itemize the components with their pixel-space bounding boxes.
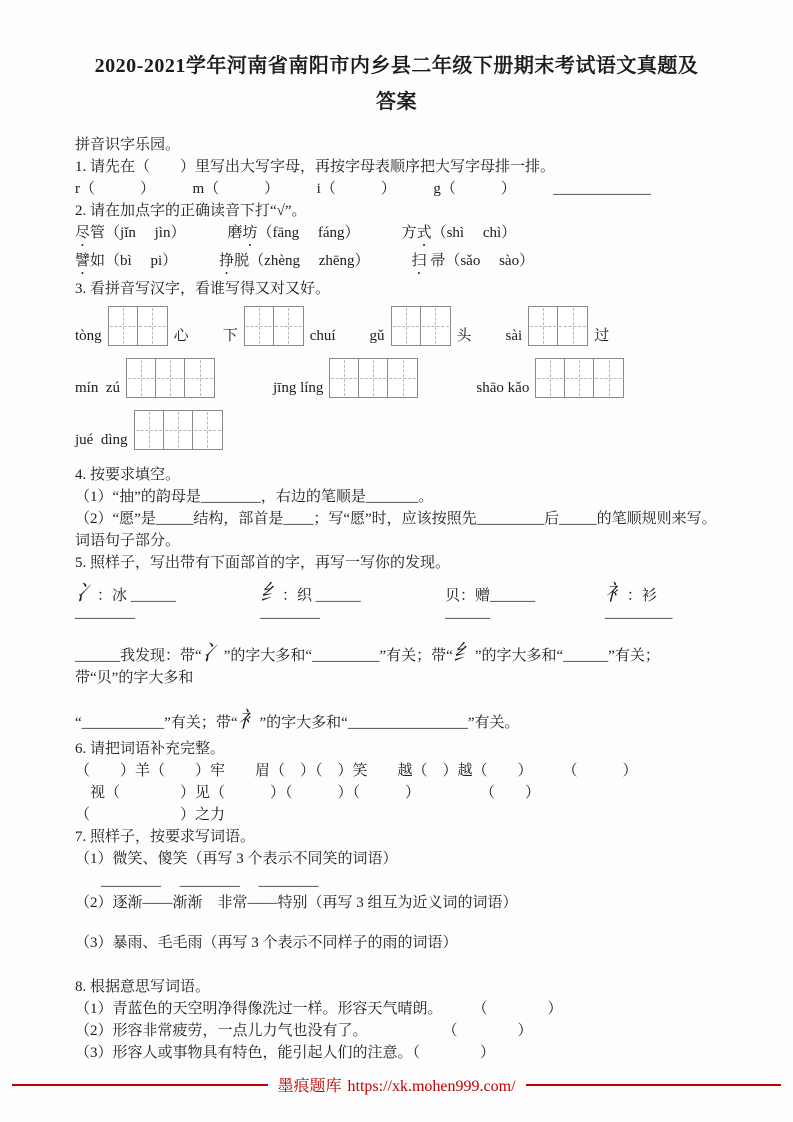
section2-heading: 词语句子部分。: [75, 533, 181, 549]
q3-item-saiguo: [506, 306, 610, 346]
q2-word-pre: 方: [401, 225, 417, 241]
q8-sub2: （2）形容非常疲劳，一点儿力气也没有了。 （ ）: [75, 1023, 533, 1039]
radical-si-icon: 纟: [452, 640, 475, 665]
q2-pinyin-options: （jǐn jìn）: [105, 225, 186, 241]
q5-find-text: ”的字大多和“______”有关； 带“贝”的字大多和: [75, 648, 668, 686]
q2-row2: [75, 250, 725, 278]
writing-grid: [108, 306, 168, 346]
exam-title: [0, 0, 793, 120]
radical-bei: 贝: [444, 588, 460, 604]
q3-item-tongxin: [75, 306, 189, 346]
q4-stem: 4. 按要求填空。: [75, 467, 181, 483]
radical-yi-icon: 衤: [604, 580, 627, 605]
q2-pinyin-options: （sǎo sào）: [445, 253, 535, 269]
q2-word-rest: 管: [90, 225, 106, 241]
q3-grid-row1: [75, 306, 725, 346]
exam-title-line1: 2020-2021学年河南省南阳市内乡县二年级下册期末考试语文真题及: [94, 55, 699, 77]
q5-find-text: ”的字大多和“________________”有关。: [259, 715, 520, 731]
q2-dotted-char: 式: [416, 225, 432, 241]
q3-grid-row2: [75, 358, 725, 398]
q3-stem: 3. 看拼音写汉字，看谁写得又对又好。: [75, 281, 331, 297]
q3-item-minzu: [75, 358, 215, 398]
writing-grid: [391, 306, 451, 346]
q2-word-saozhou: [412, 250, 535, 278]
q3-char-label: 过: [594, 328, 610, 344]
q7-sub1-blanks: ________ ________ ________: [101, 873, 319, 889]
q5-radical-example: ：赠______ ______: [444, 588, 554, 621]
q5-radical-item-yi: [605, 582, 725, 622]
q2-word-jinguan: [75, 222, 185, 250]
footer-url: https://xk.mohen999.com/: [347, 1078, 516, 1095]
q7-stem: 7. 照样子，按要求写词语。: [75, 829, 256, 845]
q5-radical-item-bing: [75, 582, 250, 622]
q8-sub3: （3）形容人或事物具有特色，能引起人们的注意。（ ）: [75, 1045, 496, 1061]
q5-finding-line2: [75, 709, 725, 734]
q4-sub1: （1）“抽”的韵母是________，右边的笔顺是_______。: [75, 489, 434, 505]
q2-word-rest: 如: [90, 253, 106, 269]
footer-rule-right: [526, 1084, 782, 1086]
q1-letter-blanks: r（ ） m（ ） i（ ） g（ ）: [75, 181, 554, 197]
q5-radical-example: ：织 ______ ________: [259, 588, 380, 621]
q2-word-mofang: [227, 222, 359, 250]
q3-pinyin-label: shāo kǎo: [476, 380, 530, 396]
radical-si-icon: 纟: [259, 580, 282, 605]
q2-pinyin-options: （bì pi）: [105, 253, 178, 269]
footer: [12, 1073, 781, 1096]
q7-sub1: （1）微笑、傻笑（再写 3 个表示不同笑的词语）: [75, 851, 398, 867]
q3-pinyin-label: mín zú: [75, 380, 120, 396]
q5-find-text: ______我发现：带“: [75, 648, 202, 664]
q3-pinyin-label: jīng líng: [273, 380, 324, 396]
q5-find-text: ”的字大多和“_________”有关；带“: [223, 648, 453, 664]
q1-order-blank: _____________: [553, 181, 651, 197]
q5-radical-item-si: [260, 582, 435, 622]
footer-text: [268, 1073, 526, 1096]
q2-pinyin-options: （zhèng zhēng）: [249, 253, 370, 269]
q6-line3: （ ）之力: [75, 807, 226, 823]
q3-char-label: 下: [222, 328, 238, 344]
q5-radical-example: ：衫 _________: [604, 588, 673, 621]
q2-word-rest: 帚: [426, 253, 446, 269]
writing-grid: [244, 306, 304, 346]
q3-char-label: 心: [173, 328, 189, 344]
q2-dotted-char: 挣: [219, 253, 235, 269]
q2-dotted-char: 坊: [242, 225, 258, 241]
q3-pinyin-label: sài: [505, 328, 523, 344]
radical-yi-icon: 衤: [237, 707, 260, 732]
exam-title-line2: 答案: [376, 91, 417, 113]
q2-word-fangshi: [402, 222, 517, 250]
q2-word-rest: 脱: [234, 253, 250, 269]
writing-grid: [528, 306, 588, 346]
q8-sub1: （1）青蓝色的天空明净得像洗过一样。形容天气晴朗。 （ ）: [75, 1001, 563, 1017]
q8-stem: 8. 根据意思写词语。: [75, 979, 211, 995]
q2-pinyin-options: （fāng fáng）: [257, 225, 360, 241]
q3-pinyin-label: tòng: [75, 328, 102, 344]
radical-bing-icon: 冫: [75, 580, 98, 605]
q2-pinyin-options: （shì chì）: [431, 225, 517, 241]
q3-grid-row3: [75, 410, 725, 450]
q3-char-label: 头: [456, 328, 472, 344]
q2-stem: 2. 请在加点字的正确读音下打“√”。: [75, 203, 307, 219]
footer-site-name: 墨痕题库: [277, 1078, 342, 1095]
q3-pinyin-label: chuí: [309, 328, 336, 344]
radical-bing-icon: 冫: [201, 640, 224, 665]
footer-rule-left: [12, 1084, 268, 1086]
q6-line2: 视（ ）见（ ）（ ）（ ） （ ）: [75, 785, 541, 801]
q2-dotted-char: 扫: [411, 253, 427, 269]
q7-sub3-answer-space: [75, 954, 725, 976]
q7-sub2: （2）逐渐——渐渐 非常——特别（再写 3 组互为近义词的词语）: [75, 895, 518, 911]
q5-find-text: “___________”有关；带“: [75, 715, 238, 731]
q3-item-xiachui: [223, 306, 336, 346]
q5-radical-item-bei: [445, 584, 595, 622]
writing-grid: [329, 358, 418, 398]
q3-item-jueding: [75, 410, 223, 450]
q7-sub2-answer-space: [75, 914, 725, 932]
q6-line1: （ ）羊（ ）牢 眉（ ）（ ）笑 越（ ）越（ ） （ ）: [75, 763, 638, 779]
exam-body: [0, 120, 793, 1064]
writing-grid: [126, 358, 215, 398]
q2-word-piru: [75, 250, 177, 278]
section1-heading: 拼音识字乐园。: [75, 137, 181, 153]
q2-row1: [75, 222, 725, 250]
q2-dotted-char: 尽: [75, 225, 91, 241]
q2-word-pre: 磨: [227, 225, 243, 241]
q1-stem: 1. 请先在（ ）里写出大写字母，再按字母表顺序把大写字母排一排。: [75, 159, 556, 175]
q3-item-gutou: [370, 306, 472, 346]
q4-sub2: （2）“愿”是_____结构，部首是____；写“愿”时，应该按照先_________后_____的笔顺规则来写。: [75, 511, 717, 527]
q2-dotted-char: 譬: [75, 253, 91, 269]
q3-pinyin-label: jué dìng: [75, 432, 128, 448]
q3-item-shaokao: [476, 358, 624, 398]
q3-pinyin-label: gǔ: [369, 328, 385, 344]
q1-answer-line: [75, 178, 725, 200]
q6-stem: 6. 请把词语补充完整。: [75, 741, 226, 757]
q7-sub3: （3）暴雨、毛毛雨（再写 3 个表示不同样子的雨的词语）: [75, 935, 458, 951]
q5-finding-line1: [75, 642, 725, 689]
q5-stem: 5. 照样子，写出带有下面部首的字，再写一写你的发现。: [75, 555, 451, 571]
writing-grid: [535, 358, 624, 398]
q5-radicals-line: [75, 582, 725, 622]
q5-radical-example: ：冰 ______ ________: [75, 588, 195, 621]
q3-item-jingling: [273, 358, 418, 398]
q2-word-zhengtuo: [219, 250, 369, 278]
writing-grid: [134, 410, 223, 450]
